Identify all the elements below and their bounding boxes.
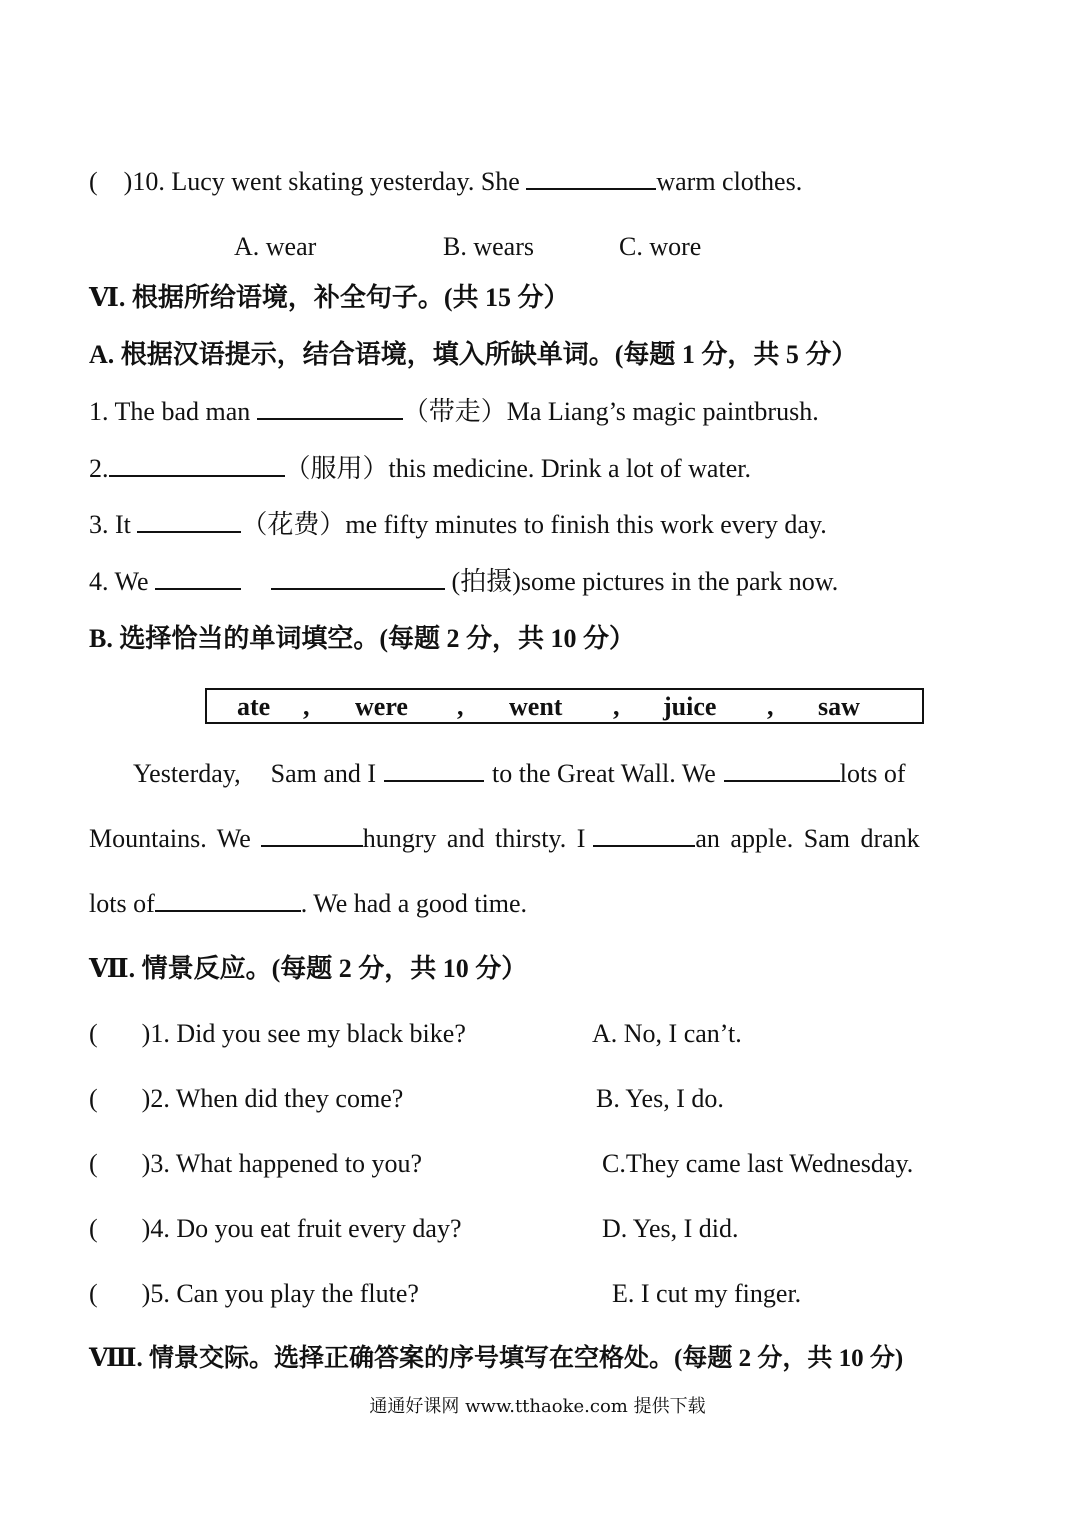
word-bank-separator: ,: [767, 692, 774, 721]
answer-blank[interactable]: [155, 566, 241, 590]
word-bank-item: were: [355, 692, 408, 721]
match-question-3: [89, 1148, 422, 1180]
part-b-heading: B. 选择恰当的单词填空。(每题 2 分，共 10 分）: [89, 624, 636, 653]
answer-paren: (: [89, 1214, 98, 1243]
option-c: C. wore: [619, 232, 702, 261]
answer-blank[interactable]: [526, 166, 656, 190]
match-answer-c: C.They came last Wednesday.: [602, 1149, 914, 1178]
part-a-heading: A. 根据汉语提示，结合语境，填入所缺单词。(每题 1 分，共 5 分）: [89, 340, 858, 369]
passage-text: Mountains. We: [89, 824, 251, 853]
answer-blank[interactable]: [261, 823, 363, 847]
word-bank-item: went: [509, 692, 563, 721]
passage-text: Sam and I: [270, 759, 377, 788]
fill-item-text: 3. It: [89, 510, 138, 539]
answer-blank[interactable]: [137, 509, 241, 533]
fill-item-text: 4. We: [89, 567, 156, 596]
word-bank-separator: ,: [613, 692, 620, 721]
passage-text: an apple. Sam drank: [695, 824, 920, 853]
fill-item-4: [89, 566, 838, 598]
passage-line-2: [89, 823, 920, 855]
passage-text: lots of: [839, 759, 906, 788]
fill-item-text: （带走）Ma Liang’s magic paintbrush.: [402, 397, 819, 426]
question-stem-end: warm clothes.: [656, 167, 803, 196]
section-7-heading: Ⅶ. 情景反应。(每题 2 分，共 10 分）: [89, 954, 528, 983]
match-question-5: [89, 1278, 419, 1310]
match-question-4: [89, 1213, 462, 1245]
answer-blank[interactable]: [109, 453, 285, 477]
fill-item-text: 1. The bad man: [89, 397, 257, 426]
word-bank-item: ate: [237, 692, 271, 721]
word-bank-item: juice: [663, 692, 717, 721]
match-answer-a: A. No, I can’t.: [592, 1019, 742, 1048]
passage-line-1: [133, 758, 906, 790]
fill-item-text: （花费）me fifty minutes to finish this work every day.: [241, 510, 827, 539]
answer-paren: (: [89, 167, 98, 196]
question-text: )2. When did they come?: [141, 1084, 404, 1113]
match-answer-b: B. Yes, I do.: [596, 1084, 724, 1113]
question-text: )3. What happened to you?: [141, 1149, 423, 1178]
match-answer-d: D. Yes, I did.: [602, 1214, 739, 1243]
answer-paren: (: [89, 1279, 98, 1308]
question-text: )1. Did you see my black bike?: [141, 1019, 466, 1048]
page-footer: 通通好课网 www.tthaoke.com 提供下载: [369, 1396, 706, 1417]
passage-line-3: [89, 888, 527, 920]
question-stem: )10. Lucy went skating yesterday. She: [123, 167, 527, 196]
word-bank-item: saw: [818, 692, 860, 721]
passage-text: hungry and thirsty. I: [362, 824, 586, 853]
answer-paren: (: [89, 1084, 98, 1113]
word-bank: [205, 688, 924, 724]
word-bank-separator: ,: [303, 692, 310, 721]
section-8-heading: Ⅷ. 情景交际。选择正确答案的序号填写在空格处。(每题 2 分，共 10 分): [89, 1345, 904, 1372]
fill-item-1: [89, 396, 819, 428]
passage-text: . We had a good time.: [300, 889, 528, 918]
answer-blank[interactable]: [155, 888, 301, 912]
section-6-heading: Ⅵ. 根据所给语境，补全句子。(共 15 分）: [89, 283, 570, 312]
answer-blank[interactable]: [724, 758, 840, 782]
fill-item-2: [89, 453, 751, 485]
answer-paren: (: [89, 1149, 98, 1178]
answer-blank[interactable]: [384, 758, 484, 782]
passage-text: to the Great Wall. We: [492, 759, 716, 788]
fill-item-text: （服用）this medicine. Drink a lot of water.: [284, 454, 751, 483]
fill-item-text: 2.: [89, 454, 109, 483]
match-answer-e: E. I cut my finger.: [612, 1279, 802, 1308]
answer-blank[interactable]: [257, 396, 403, 420]
question-10: [89, 166, 802, 198]
option-b: B. wears: [443, 232, 534, 261]
word-bank-separator: ,: [457, 692, 464, 721]
question-text: )4. Do you eat fruit every day?: [141, 1214, 462, 1243]
fill-item-text: (拍摄)some pictures in the park now.: [451, 567, 839, 596]
match-question-1: [89, 1018, 466, 1050]
answer-paren: (: [89, 1019, 98, 1048]
match-question-2: [89, 1083, 403, 1115]
question-text: )5. Can you play the flute?: [141, 1279, 419, 1308]
passage-text: Yesterday,: [133, 759, 241, 788]
passage-text: lots of: [89, 889, 155, 918]
answer-blank[interactable]: [593, 823, 695, 847]
option-a: A. wear: [234, 232, 317, 261]
fill-item-3: [89, 509, 827, 541]
answer-blank[interactable]: [271, 566, 445, 590]
